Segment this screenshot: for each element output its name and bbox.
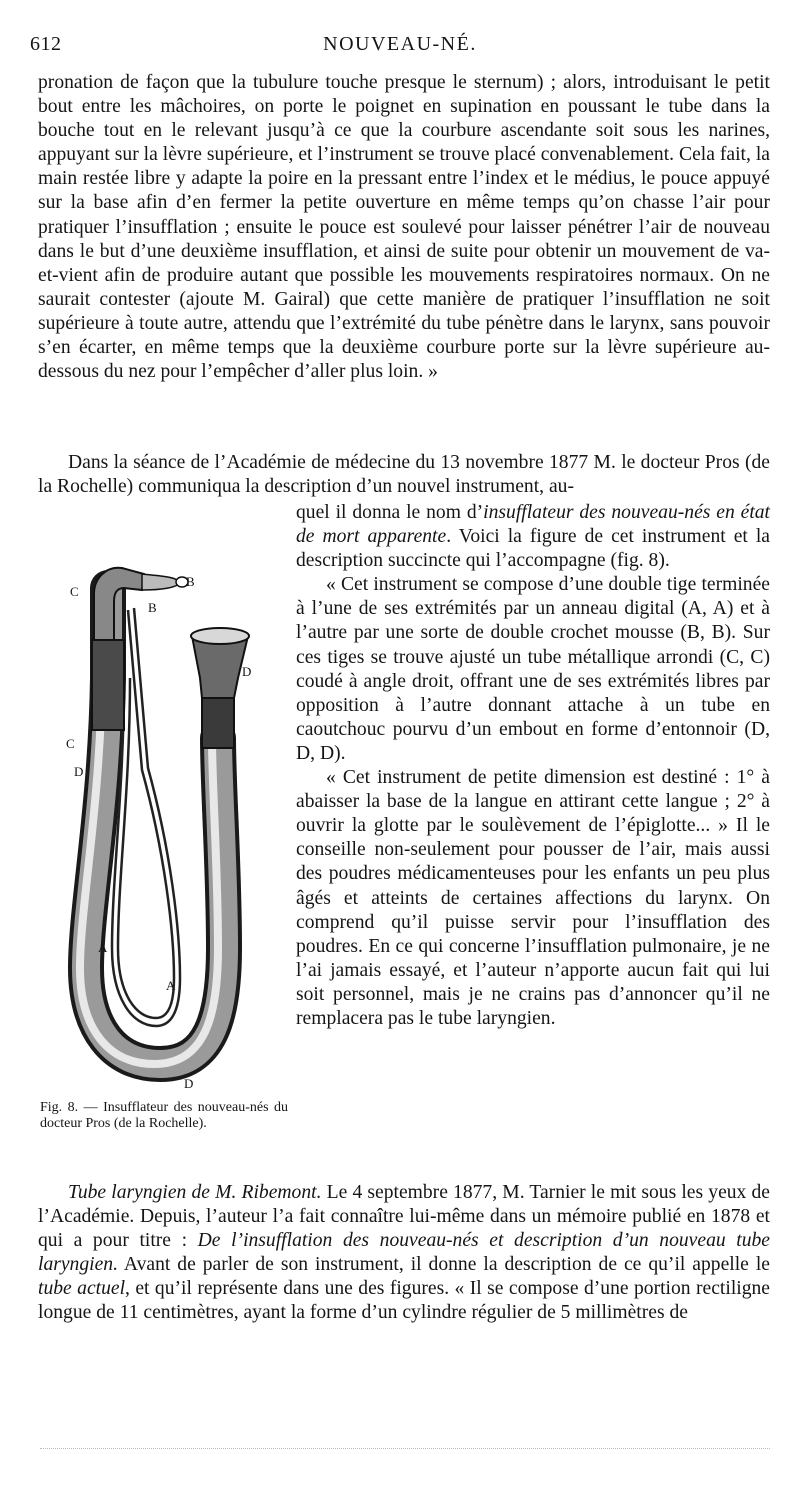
tube-actuel-italic: tube actuel bbox=[38, 1278, 126, 1300]
label-a-right: A bbox=[166, 978, 176, 993]
figure-8-insufflator bbox=[52, 548, 290, 1096]
label-c-left: C bbox=[66, 736, 75, 751]
para5-text2: Avant de parler de son instrument, il donne la description de ce qu’il appelle le bbox=[118, 1254, 770, 1276]
funnel-mouthpiece bbox=[191, 628, 252, 748]
para2-cont-after: . Voici la figure de cet instrument et la description succincte qui l’accompagne (fig. 8). bbox=[296, 526, 770, 572]
figure-caption: Fig. 8. — Insufflateur des nouveau-nés du docteur Pros (de la Rochelle). bbox=[40, 1100, 288, 1131]
para5-text3: , et qu’il représente dans une des figures. « Il se compose d’une portion rectiligne longue de 11 centimètres, ayant la forme d’un cylindre régulier de 5 millimètres de bbox=[38, 1278, 770, 1324]
paragraph-2-text: Dans la séance de l’Académie de médecine du 13 novembre 1877 M. le docteur Pros (de la Rochelle) communiqua la description d’un nouvel instrument, au- bbox=[38, 452, 770, 498]
label-a-left: A bbox=[98, 940, 108, 955]
paragraph-continued bbox=[38, 71, 770, 384]
label-d-top: D bbox=[242, 664, 252, 679]
metal-tube bbox=[92, 568, 188, 730]
page-number: 612 bbox=[30, 33, 62, 55]
para2-cont-before: quel il donna le nom d’ bbox=[296, 502, 484, 523]
ribemont-heading-italic: Tube laryngien de M. Ribemont. bbox=[68, 1182, 322, 1203]
paragraph-5-text bbox=[38, 1181, 770, 1326]
bottom-bleed-rule bbox=[40, 1448, 770, 1449]
paragraph-2-continued bbox=[296, 501, 770, 573]
paragraph-1-text: pronation de façon que la tubulure touche presque le sternum) ; alors, introduisant le petit bout entre les mâchoires, on porte le poignet en supination en poussant le tube dans la bouche tout en le relevant jusqu’à ce que la courbure ascendante soit sous les narines, appuyant sur la lèvre supérieure, et l’instrument se trouve placé convenablement. Cela fait, la main restée libre y adapte la poire en la pressant entre l’index et le médius, le pouce appuyé sur la base afin d’en fermer la petite ouverture en même temps qu’on chasse l’air pour pratiquer l’insufflation ; ensuite le pouce est soulevé pour laisser pénétrer l’air de nouveau dans le but d’une deuxième insufflation, et ainsi de suite pour obtenir un mouvement de va-et-vient afin de produire autant que possible les mouvements respiratoires normaux. On ne saurait contester (ajoute M. Gairal) que cette manière de pratiquer l’insufflation ne soit supérieure à toute autre, attendu que l’extrémité du tube pénètre dans le larynx, sans pouvoir s’en écarter, en même temps que la deuxième courbure porte sur la lèvre supérieure au-dessous du nez pour l’empêcher d’aller plus loin. » bbox=[38, 72, 770, 383]
instrument-name-italic: insufflateur des nouveau-nés en état de mort apparente bbox=[296, 502, 770, 548]
paragraph-ribemont bbox=[38, 1181, 770, 1326]
paragraph-pros-intro bbox=[38, 451, 770, 499]
label-b-right: B bbox=[186, 574, 195, 589]
label-b-inner: B bbox=[148, 600, 157, 615]
insufflator-illustration bbox=[52, 548, 290, 1096]
running-title: NOUVEAU-NÉ. bbox=[323, 33, 477, 55]
paragraph-4-text: « Cet instrument de petite dimension est destiné : 1° à abaisser la base de la langue en attirant cette langue ; 2° à ouvrir la glotte par le soulèvement de l’épiglotte... » Il le conseille non-seulement pour pousser de l’air, mais aussi des poudres médicamenteuses pour les enfants un peu plus âgés et atteints de certaines affections du larynx. On comprend qu’il puisse servir pour l’insufflation des poudres. En ce qui concerne l’insufflation pulmonaire, je ne l’ai jamais essayé, et l’auteur n’apporte aucun fait qui lui soit personnel, mais je ne crains pas d’annoncer qu’il ne remplacera pas le tube laryngien. bbox=[296, 767, 770, 1029]
label-d-left: D bbox=[74, 764, 84, 779]
label-d-bottom: D bbox=[184, 1076, 194, 1091]
para5-text1: Le 4 septembre 1877, M. Tarnier le mit sous les yeux de l’Académie. Depuis, l’auteur l’a fait connaître lui-même dans un mémoire publié en 1878 et qui a pour titre : bbox=[38, 1182, 770, 1252]
running-header bbox=[30, 33, 770, 59]
memoir-title-italic: De l’insufflation des nouveau-nés et description d’un nouveau tube laryngien. bbox=[38, 1230, 771, 1276]
paragraph-3-text: « Cet instrument se compose d’une double tige terminée à l’une de ses extrémités par un anneau digital (A, A) et à l’autre par une sorte de double crochet mousse (B, B). Sur ces tiges se trouve ajusté un tube métallique arrondi (C, C) coudé à angle droit, offrant une de ses extrémités libres par opposition à l’autre donnant attache à un tube en caoutchouc pourvu d’un embout en forme d’entonnoir (D, D, D). bbox=[296, 574, 770, 764]
text-column-beside-figure bbox=[296, 501, 770, 1031]
label-c-top: C bbox=[70, 584, 79, 599]
